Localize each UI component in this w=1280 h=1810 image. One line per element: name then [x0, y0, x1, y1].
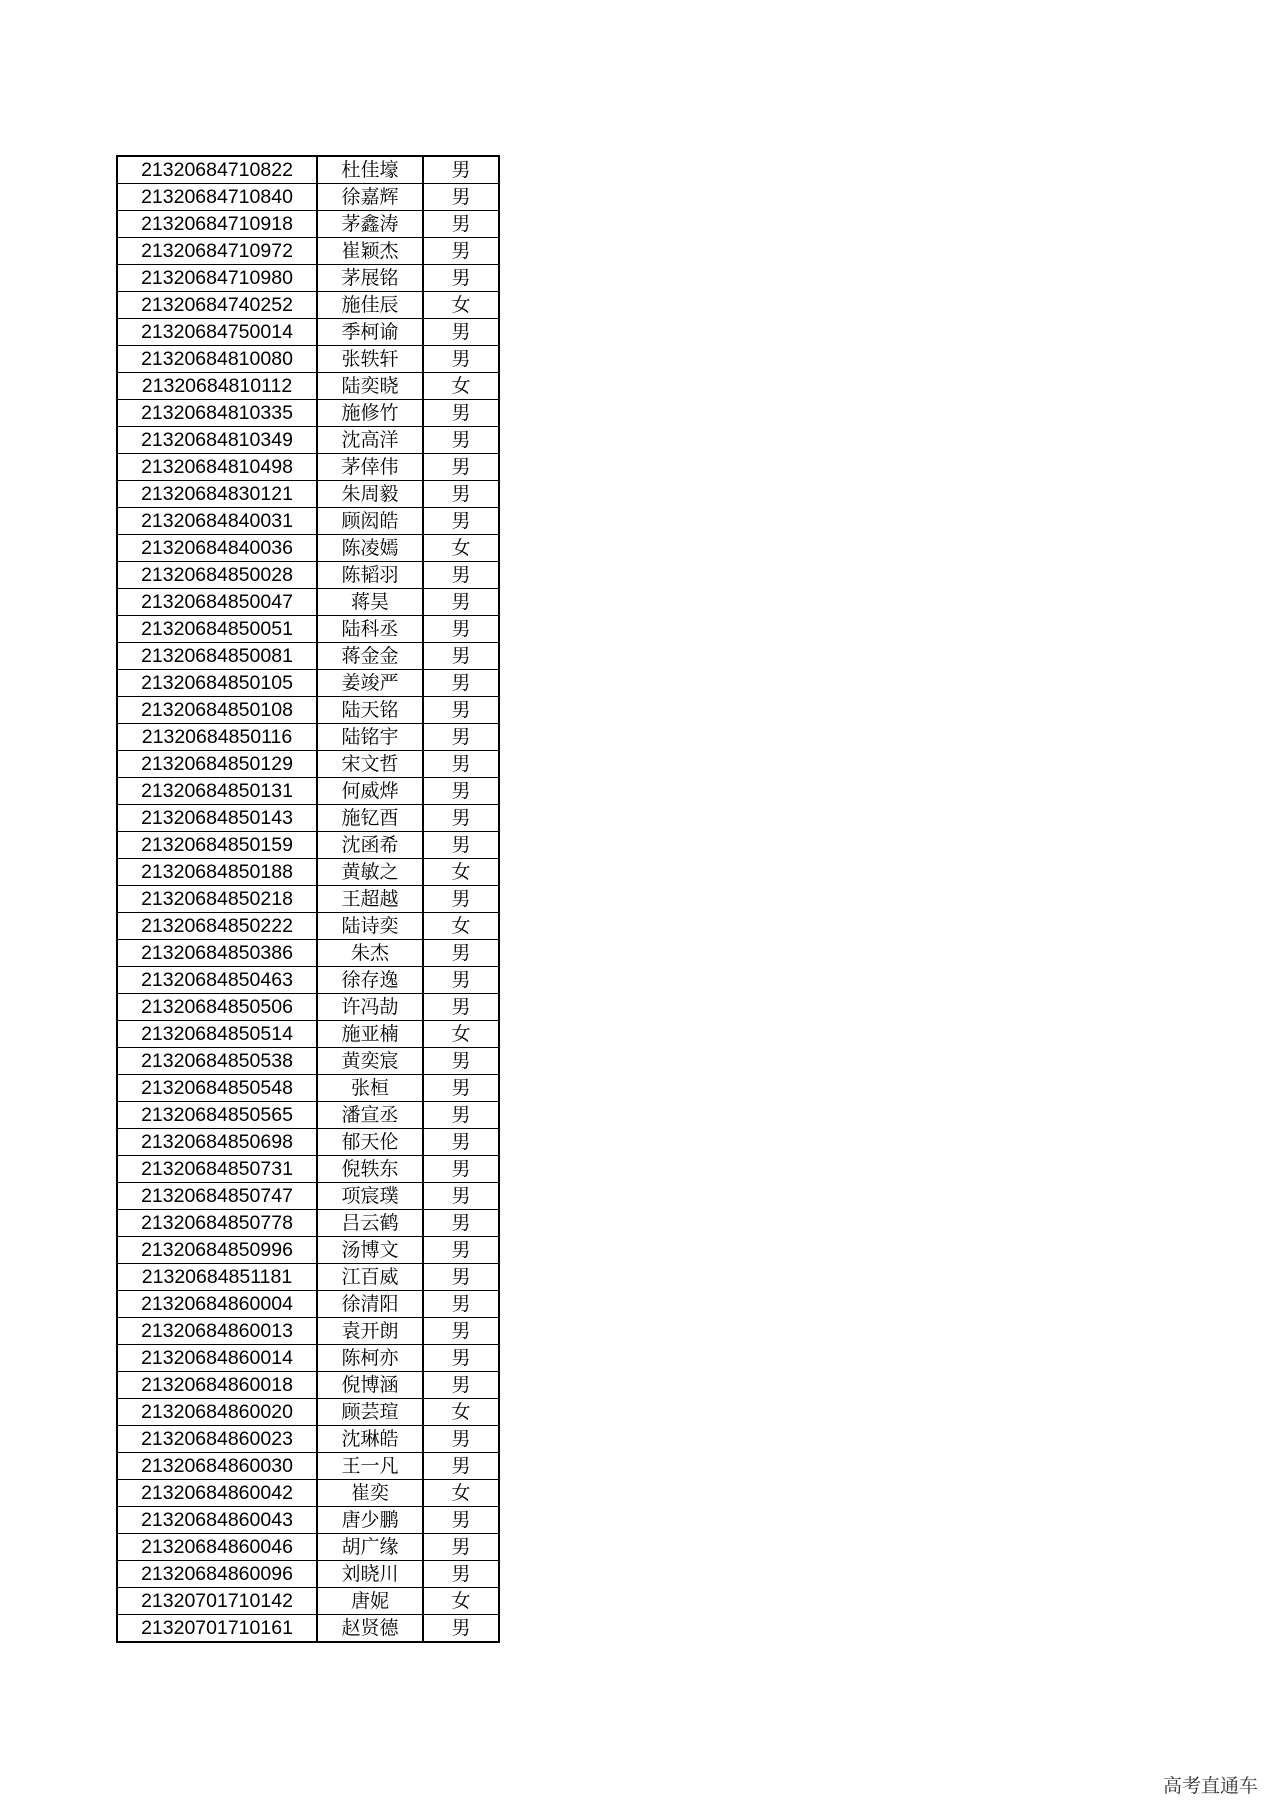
- table-row: [117, 994, 499, 1021]
- student-id-cell: 21320684850778: [117, 1210, 317, 1237]
- table-row: [117, 589, 499, 616]
- student-gender-cell: 男: [423, 1237, 499, 1264]
- student-name-cell: 陆诗奕: [317, 913, 423, 940]
- table-row: [117, 184, 499, 211]
- student-id-cell: 21320684840036: [117, 535, 317, 562]
- student-id-cell: 21320684850116: [117, 724, 317, 751]
- student-name-cell: 蒋昊: [317, 589, 423, 616]
- student-id-cell: 21320684850747: [117, 1183, 317, 1210]
- student-name-cell: 唐妮: [317, 1588, 423, 1615]
- table-row: [117, 616, 499, 643]
- student-gender-cell: 男: [423, 265, 499, 292]
- student-id-cell: 21320684850698: [117, 1129, 317, 1156]
- table-row: [117, 859, 499, 886]
- student-name-cell: 徐清阳: [317, 1291, 423, 1318]
- student-name-cell: 王一凡: [317, 1453, 423, 1480]
- student-name-cell: 茅展铭: [317, 265, 423, 292]
- student-gender-cell: 女: [423, 913, 499, 940]
- student-gender-cell: 男: [423, 427, 499, 454]
- student-id-cell: 21320684810498: [117, 454, 317, 481]
- table-row: [117, 751, 499, 778]
- student-gender-cell: 男: [423, 1534, 499, 1561]
- student-name-cell: 沈高洋: [317, 427, 423, 454]
- student-name-cell: 刘晓川: [317, 1561, 423, 1588]
- student-name-cell: 郁天伦: [317, 1129, 423, 1156]
- student-id-cell: 21320684710972: [117, 238, 317, 265]
- student-id-cell: 21320684810112: [117, 373, 317, 400]
- student-gender-cell: 男: [423, 994, 499, 1021]
- table-row: [117, 535, 499, 562]
- table-row: [117, 427, 499, 454]
- table-row: [117, 1426, 499, 1453]
- table-row: [117, 832, 499, 859]
- student-gender-cell: 女: [423, 1588, 499, 1615]
- table-row: [117, 454, 499, 481]
- student-name-cell: 徐存逸: [317, 967, 423, 994]
- table-row: [117, 1345, 499, 1372]
- student-name-cell: 王超越: [317, 886, 423, 913]
- table-row: [117, 238, 499, 265]
- student-id-cell: 21320684850218: [117, 886, 317, 913]
- student-name-cell: 顾芸瑄: [317, 1399, 423, 1426]
- student-gender-cell: 男: [423, 184, 499, 211]
- student-gender-cell: 女: [423, 292, 499, 319]
- student-id-cell: 21320684860020: [117, 1399, 317, 1426]
- student-gender-cell: 男: [423, 832, 499, 859]
- student-id-cell: 21320684830121: [117, 481, 317, 508]
- student-gender-cell: 男: [423, 1048, 499, 1075]
- table-row: [117, 1534, 499, 1561]
- student-id-cell: 21320684840031: [117, 508, 317, 535]
- student-id-cell: 21320684850051: [117, 616, 317, 643]
- student-id-cell: 21320684850386: [117, 940, 317, 967]
- table-row: [117, 1615, 499, 1643]
- student-gender-cell: 女: [423, 373, 499, 400]
- student-name-cell: 陆铭宇: [317, 724, 423, 751]
- table-row: [117, 1264, 499, 1291]
- table-row: [117, 913, 499, 940]
- student-gender-cell: 男: [423, 1129, 499, 1156]
- student-gender-cell: 男: [423, 967, 499, 994]
- student-name-cell: 许冯劼: [317, 994, 423, 1021]
- table-row: [117, 373, 499, 400]
- table-row: [117, 1021, 499, 1048]
- student-gender-cell: 男: [423, 670, 499, 697]
- student-gender-cell: 男: [423, 319, 499, 346]
- student-name-cell: 朱杰: [317, 940, 423, 967]
- table-row: [117, 481, 499, 508]
- table-row: [117, 1561, 499, 1588]
- student-name-cell: 倪轶东: [317, 1156, 423, 1183]
- student-id-cell: 21320684750014: [117, 319, 317, 346]
- student-gender-cell: 男: [423, 1426, 499, 1453]
- table-row: [117, 1183, 499, 1210]
- student-id-cell: 21320684860013: [117, 1318, 317, 1345]
- student-gender-cell: 男: [423, 346, 499, 373]
- table-row: [117, 778, 499, 805]
- table-row: [117, 1075, 499, 1102]
- student-gender-cell: 男: [423, 211, 499, 238]
- student-name-cell: 吕云鹤: [317, 1210, 423, 1237]
- student-gender-cell: 男: [423, 940, 499, 967]
- student-id-cell: 21320684850143: [117, 805, 317, 832]
- table-row: [117, 211, 499, 238]
- student-id-cell: 21320684860004: [117, 1291, 317, 1318]
- table-row: [117, 1588, 499, 1615]
- student-name-cell: 施钇酉: [317, 805, 423, 832]
- student-id-cell: 21320684860023: [117, 1426, 317, 1453]
- student-gender-cell: 男: [423, 481, 499, 508]
- student-name-cell: 沈琳皓: [317, 1426, 423, 1453]
- student-id-cell: 21320684860096: [117, 1561, 317, 1588]
- student-gender-cell: 男: [423, 1210, 499, 1237]
- student-id-cell: 21320684850105: [117, 670, 317, 697]
- student-name-cell: 黄奕宸: [317, 1048, 423, 1075]
- student-name-cell: 陆天铭: [317, 697, 423, 724]
- student-name-cell: 杜佳壕: [317, 156, 423, 184]
- student-name-cell: 崔奕: [317, 1480, 423, 1507]
- student-id-cell: 21320684850731: [117, 1156, 317, 1183]
- student-name-cell: 茅鑫涛: [317, 211, 423, 238]
- table-row: [117, 156, 499, 184]
- table-row: [117, 940, 499, 967]
- student-name-cell: 陈韬羽: [317, 562, 423, 589]
- student-name-cell: 崔颖杰: [317, 238, 423, 265]
- student-name-cell: 胡广缘: [317, 1534, 423, 1561]
- student-gender-cell: 男: [423, 156, 499, 184]
- student-id-cell: 21320684850996: [117, 1237, 317, 1264]
- student-id-cell: 21320684850222: [117, 913, 317, 940]
- student-gender-cell: 男: [423, 1453, 499, 1480]
- roster-table-body: [117, 156, 499, 1642]
- table-row: [117, 1210, 499, 1237]
- student-gender-cell: 男: [423, 886, 499, 913]
- student-name-cell: 宋文哲: [317, 751, 423, 778]
- table-row: [117, 1507, 499, 1534]
- table-row: [117, 346, 499, 373]
- student-name-cell: 项宸璞: [317, 1183, 423, 1210]
- student-name-cell: 陈凌嫣: [317, 535, 423, 562]
- table-row: [117, 1129, 499, 1156]
- student-gender-cell: 男: [423, 1075, 499, 1102]
- table-row: [117, 508, 499, 535]
- student-gender-cell: 男: [423, 562, 499, 589]
- student-gender-cell: 男: [423, 1318, 499, 1345]
- student-name-cell: 潘宣丞: [317, 1102, 423, 1129]
- student-id-cell: 21320684851181: [117, 1264, 317, 1291]
- student-id-cell: 21320684850506: [117, 994, 317, 1021]
- student-id-cell: 21320684850188: [117, 859, 317, 886]
- student-id-cell: 21320684860043: [117, 1507, 317, 1534]
- table-row: [117, 670, 499, 697]
- student-id-cell: 21320684740252: [117, 292, 317, 319]
- table-row: [117, 1480, 499, 1507]
- student-name-cell: 江百威: [317, 1264, 423, 1291]
- student-id-cell: 21320684810349: [117, 427, 317, 454]
- student-id-cell: 21320684810335: [117, 400, 317, 427]
- student-gender-cell: 男: [423, 508, 499, 535]
- table-row: [117, 292, 499, 319]
- student-id-cell: 21320701710161: [117, 1615, 317, 1643]
- table-row: [117, 1318, 499, 1345]
- student-gender-cell: 男: [423, 1291, 499, 1318]
- student-name-cell: 何威烨: [317, 778, 423, 805]
- student-name-cell: 张桓: [317, 1075, 423, 1102]
- student-id-cell: 21320684850108: [117, 697, 317, 724]
- student-gender-cell: 女: [423, 859, 499, 886]
- student-id-cell: 21320701710142: [117, 1588, 317, 1615]
- student-name-cell: 陆奕晓: [317, 373, 423, 400]
- student-gender-cell: 男: [423, 1615, 499, 1643]
- student-id-cell: 21320684710822: [117, 156, 317, 184]
- table-row: [117, 805, 499, 832]
- student-gender-cell: 女: [423, 1399, 499, 1426]
- student-name-cell: 茅倖伟: [317, 454, 423, 481]
- student-id-cell: 21320684860014: [117, 1345, 317, 1372]
- student-id-cell: 21320684860030: [117, 1453, 317, 1480]
- table-row: [117, 319, 499, 346]
- table-row: [117, 697, 499, 724]
- student-gender-cell: 女: [423, 1480, 499, 1507]
- table-row: [117, 1372, 499, 1399]
- table-row: [117, 643, 499, 670]
- student-name-cell: 倪博涵: [317, 1372, 423, 1399]
- watermark-text: 高考直通车: [1162, 1775, 1258, 1797]
- student-name-cell: 陈柯亦: [317, 1345, 423, 1372]
- table-row: [117, 1102, 499, 1129]
- student-id-cell: 21320684850131: [117, 778, 317, 805]
- student-gender-cell: 男: [423, 454, 499, 481]
- student-id-cell: 21320684710918: [117, 211, 317, 238]
- student-gender-cell: 男: [423, 1345, 499, 1372]
- student-gender-cell: 男: [423, 805, 499, 832]
- student-gender-cell: 女: [423, 535, 499, 562]
- table-row: [117, 1399, 499, 1426]
- student-name-cell: 蒋金金: [317, 643, 423, 670]
- student-name-cell: 姜竣严: [317, 670, 423, 697]
- student-id-cell: 21320684850565: [117, 1102, 317, 1129]
- table-row: [117, 967, 499, 994]
- table-row: [117, 1237, 499, 1264]
- student-name-cell: 黄敏之: [317, 859, 423, 886]
- student-id-cell: 21320684710980: [117, 265, 317, 292]
- student-id-cell: 21320684850081: [117, 643, 317, 670]
- student-name-cell: 赵贤德: [317, 1615, 423, 1643]
- student-gender-cell: 男: [423, 400, 499, 427]
- student-name-cell: 徐嘉辉: [317, 184, 423, 211]
- student-id-cell: 21320684710840: [117, 184, 317, 211]
- student-name-cell: 陆科丞: [317, 616, 423, 643]
- student-gender-cell: 男: [423, 616, 499, 643]
- table-row: [117, 562, 499, 589]
- student-id-cell: 21320684860046: [117, 1534, 317, 1561]
- student-name-cell: 袁开朗: [317, 1318, 423, 1345]
- table-row: [117, 1291, 499, 1318]
- student-name-cell: 施修竹: [317, 400, 423, 427]
- student-gender-cell: 男: [423, 238, 499, 265]
- student-gender-cell: 男: [423, 751, 499, 778]
- student-gender-cell: 男: [423, 724, 499, 751]
- student-gender-cell: 男: [423, 643, 499, 670]
- roster-table: [116, 155, 500, 1643]
- student-gender-cell: 男: [423, 778, 499, 805]
- student-id-cell: 21320684850129: [117, 751, 317, 778]
- student-name-cell: 张轶轩: [317, 346, 423, 373]
- table-row: [117, 886, 499, 913]
- table-row: [117, 400, 499, 427]
- student-id-cell: 21320684850028: [117, 562, 317, 589]
- student-gender-cell: 男: [423, 1372, 499, 1399]
- student-name-cell: 汤博文: [317, 1237, 423, 1264]
- table-row: [117, 1156, 499, 1183]
- student-name-cell: 沈函希: [317, 832, 423, 859]
- student-id-cell: 21320684810080: [117, 346, 317, 373]
- student-id-cell: 21320684850514: [117, 1021, 317, 1048]
- table-row: [117, 724, 499, 751]
- student-id-cell: 21320684860018: [117, 1372, 317, 1399]
- student-gender-cell: 男: [423, 589, 499, 616]
- student-gender-cell: 男: [423, 1156, 499, 1183]
- table-row: [117, 1453, 499, 1480]
- student-id-cell: 21320684850159: [117, 832, 317, 859]
- student-gender-cell: 男: [423, 1183, 499, 1210]
- student-name-cell: 朱周毅: [317, 481, 423, 508]
- student-gender-cell: 男: [423, 1561, 499, 1588]
- student-gender-cell: 男: [423, 1507, 499, 1534]
- student-id-cell: 21320684850463: [117, 967, 317, 994]
- student-gender-cell: 男: [423, 1102, 499, 1129]
- student-id-cell: 21320684860042: [117, 1480, 317, 1507]
- student-id-cell: 21320684850538: [117, 1048, 317, 1075]
- student-name-cell: 施佳辰: [317, 292, 423, 319]
- student-name-cell: 施亚楠: [317, 1021, 423, 1048]
- student-id-cell: 21320684850047: [117, 589, 317, 616]
- student-gender-cell: 男: [423, 1264, 499, 1291]
- student-name-cell: 顾闳皓: [317, 508, 423, 535]
- student-gender-cell: 男: [423, 697, 499, 724]
- student-id-cell: 21320684850548: [117, 1075, 317, 1102]
- student-name-cell: 唐少鹏: [317, 1507, 423, 1534]
- table-row: [117, 1048, 499, 1075]
- student-gender-cell: 女: [423, 1021, 499, 1048]
- table-row: [117, 265, 499, 292]
- student-name-cell: 季柯谕: [317, 319, 423, 346]
